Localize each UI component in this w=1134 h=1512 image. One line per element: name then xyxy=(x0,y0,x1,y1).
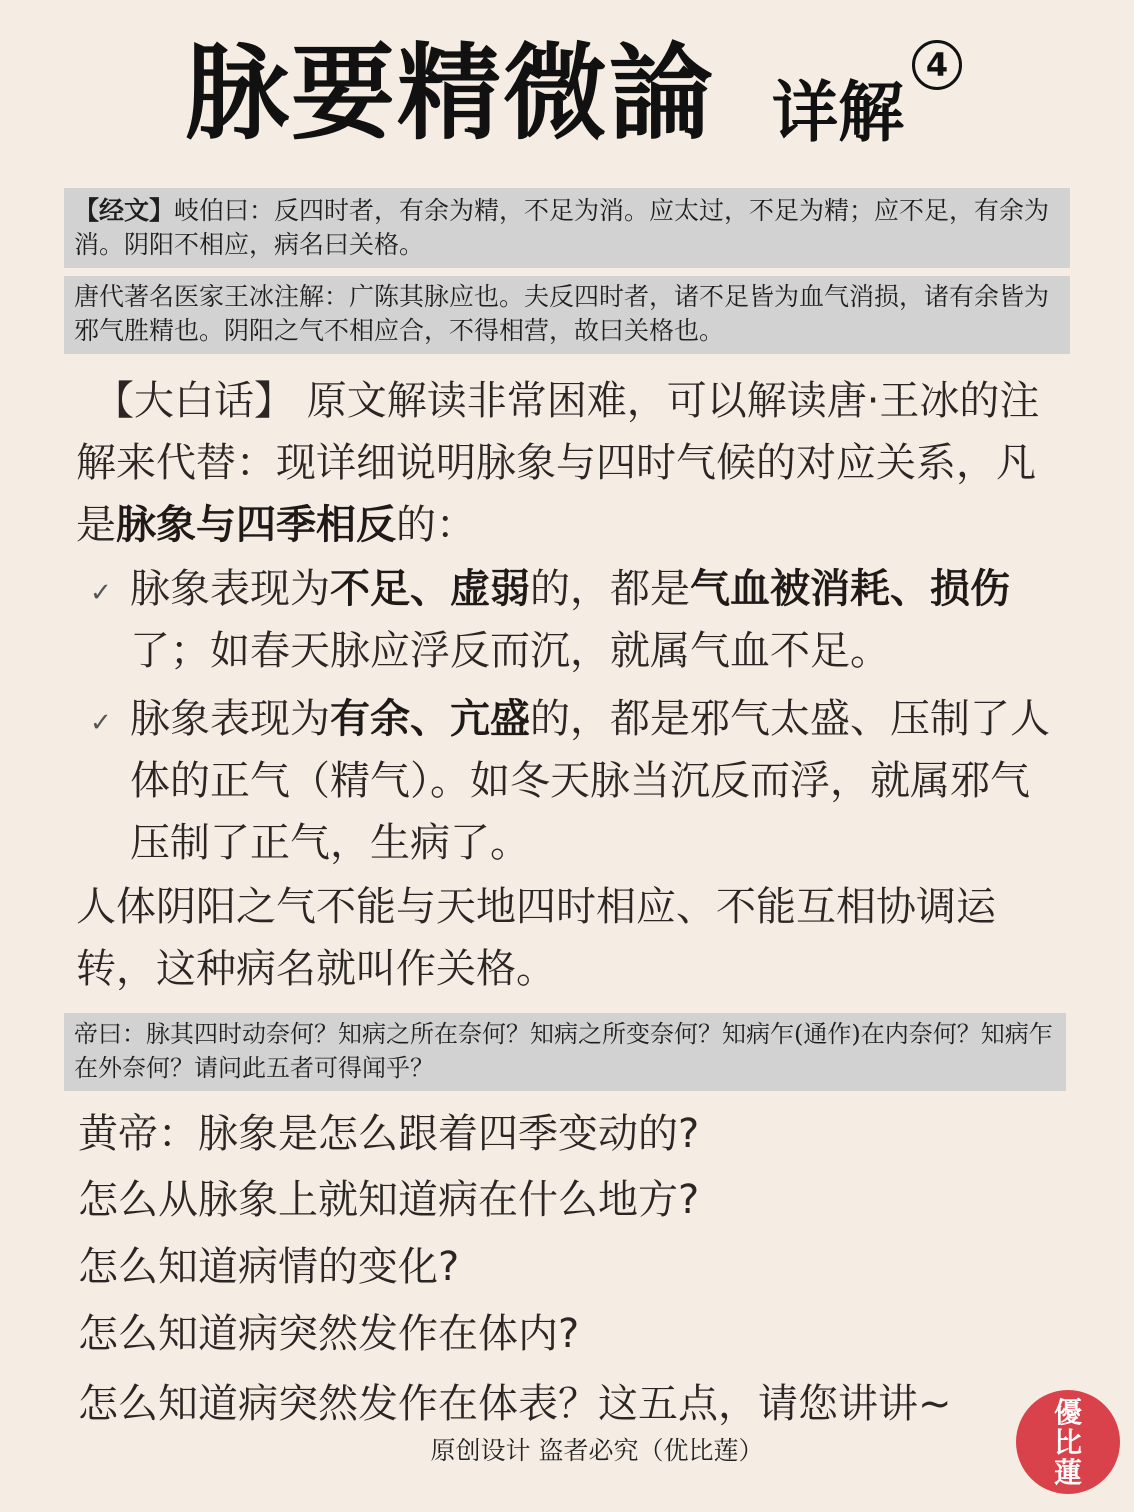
commentary-content: 唐代著名医家王冰注解：广陈其脉应也。夫反四时者，诸不足皆为血气消损，诸有余皆为邪气胜精也。阴阳之气不相应合，不得相营，故曰关格也。 xyxy=(74,282,1050,345)
plain-conclusion: 人体阴阳之气不能与天地四时相应、不能互相协调运转，这种病名就叫作关格。 xyxy=(76,884,996,992)
list-item xyxy=(90,688,1050,874)
question-line: 怎么知道病突然发作在体表？这五点，请您讲讲~ xyxy=(78,1381,952,1427)
plain-intro: 原文解读非常困难，可以解读唐·王冰的注解来代替：现详细说明脉象与四时气候的对应关系，凡是 xyxy=(76,378,1040,548)
check-icon: ✓ xyxy=(90,578,112,608)
page-title: 脉要精微論 xyxy=(185,31,716,154)
seal-char: 比 xyxy=(1053,1426,1082,1459)
bullet-bold: 气血被消耗、损伤 xyxy=(690,566,1010,612)
list-item xyxy=(90,558,1050,682)
bullet-text: 脉象表现为 xyxy=(130,696,330,742)
bullet-text: 的，都是邪气太盛、压制了人体的正气（精气）。如冬天脉当沉反而浮，就属邪气压制了正气，生病了。 xyxy=(130,696,1050,866)
bullet-text: 脉象表现为 xyxy=(130,566,330,612)
classic-text-content: 岐伯曰：反四时者，有余为精，不足为消。应太过，不足为精；应不足，有余为消。阴阳不相应，病名曰关格。 xyxy=(74,196,1050,259)
bullet-bold: 有余、亢盛 xyxy=(330,696,530,742)
check-icon: ✓ xyxy=(90,708,112,738)
question-line: 怎么知道病情的变化? xyxy=(78,1244,460,1290)
classic-text-box xyxy=(64,188,1070,268)
plain-intro-bold: 脉象与四季相反 xyxy=(116,502,396,548)
commentary-box xyxy=(64,276,1070,354)
part-number-badge: 4 xyxy=(912,40,962,90)
page-subtitle: 详解 xyxy=(772,73,904,151)
question-text-content: 帝曰：脉其四时动奈何？知病之所在奈何？知病之所变奈何？知病乍(通作)在内奈何？知病乍在外奈何？请问此五者可得闻乎？ xyxy=(74,1020,1053,1082)
seal-char: 優 xyxy=(1053,1396,1082,1429)
plain-explanation-intro xyxy=(76,370,1066,556)
seal-logo xyxy=(1016,1390,1120,1494)
bullet-text: 了；如春天脉应浮反而沉，就属气血不足。 xyxy=(130,628,890,674)
plain-label: 【大白话】 xyxy=(94,378,294,424)
bullet-list xyxy=(90,558,1050,880)
copyright-footer: 原创设计 盗者必究（优比莲） xyxy=(430,1436,764,1465)
question-line: 怎么知道病突然发作在体内? xyxy=(78,1311,580,1357)
question-line: 怎么从脉象上就知道病在什么地方? xyxy=(78,1177,700,1223)
plain-intro-end: 的： xyxy=(396,502,476,548)
classic-text-label: 【经文】 xyxy=(74,196,175,225)
seal-char: 蓮 xyxy=(1053,1456,1082,1489)
question-text-box xyxy=(64,1013,1066,1091)
bullet-text: 的，都是 xyxy=(530,566,690,612)
question-line: 黄帝：脉象是怎么跟着四季变动的? xyxy=(78,1111,700,1157)
bullet-bold: 不足、虚弱 xyxy=(330,566,530,612)
